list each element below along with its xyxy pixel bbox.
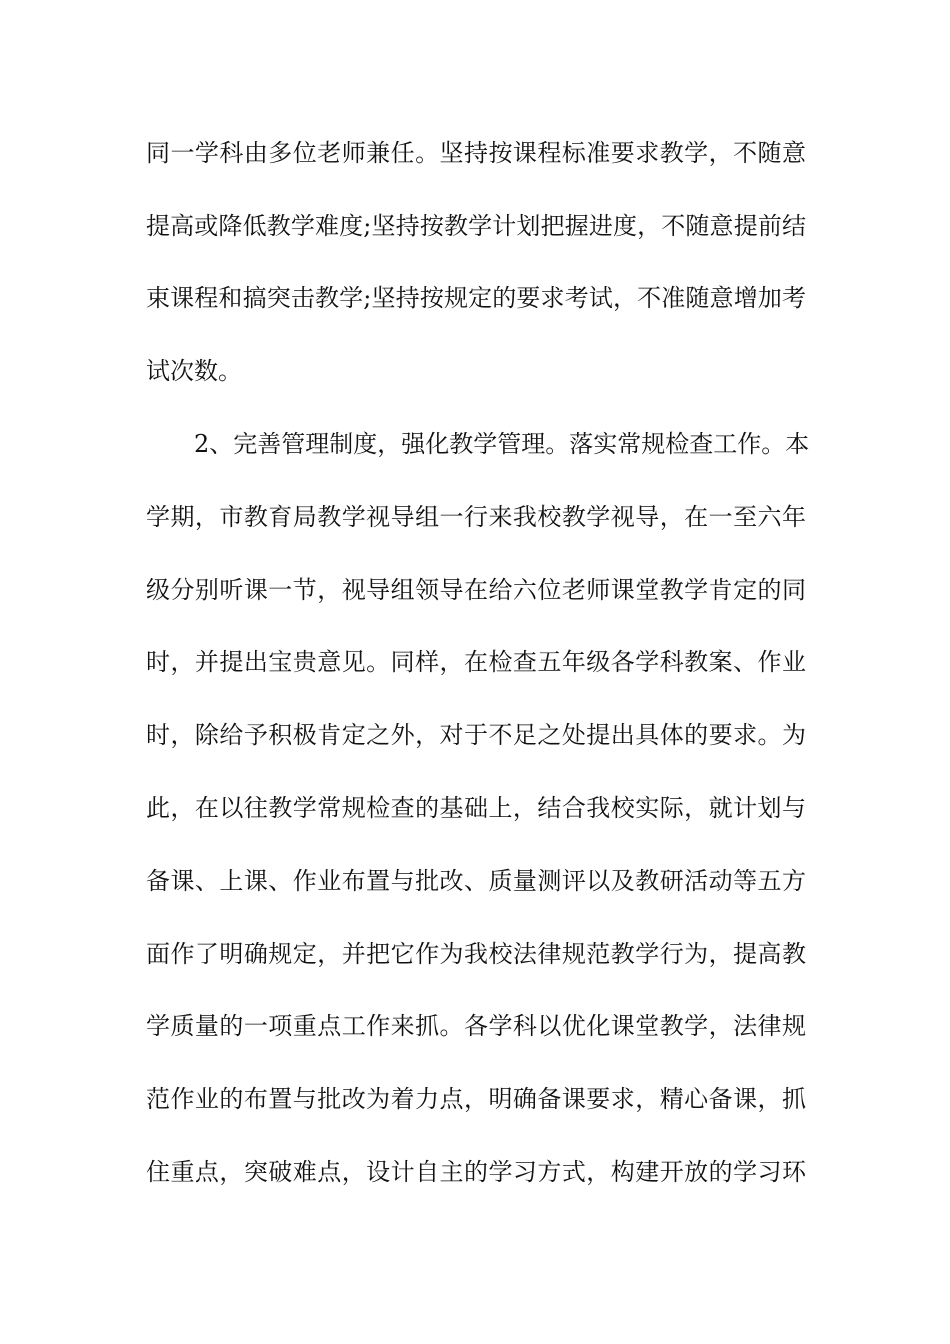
- text-line: 级分别听课一节，视导组领导在给六位老师课堂教学肯定的同: [146, 576, 806, 604]
- text-line: 试次数。: [146, 357, 242, 385]
- text-line: 学质量的一项重点工作来抓。各学科以优化课堂教学，法律规: [146, 1012, 806, 1040]
- text-line: 提高或降低教学难度;坚持按教学计划把握进度，不随意提前结: [146, 212, 806, 240]
- text-line: 住重点，突破难点，设计自主的学习方式，构建开放的学习环: [146, 1158, 806, 1186]
- text-line: 同一学科由多位老师兼任。坚持按课程标准要求教学，不随意: [146, 139, 806, 167]
- text-line: 学期，市教育局教学视导组一行来我校教学视导，在一至六年: [146, 503, 806, 531]
- text-line: 备课、上课、作业布置与批改、质量测评以及教研活动等五方: [146, 867, 806, 895]
- text-line: 此，在以往教学常规检查的基础上，结合我校实际，就计划与: [146, 794, 806, 822]
- text-line: 时，并提出宝贵意见。同样，在检查五年级各学科教案、作业: [146, 648, 806, 676]
- text-line: 面作了明确规定，并把它作为我校法律规范教学行为，提高教: [146, 940, 806, 968]
- text-line: 时，除给予积极肯定之外，对于不足之处提出具体的要求。为: [146, 721, 806, 749]
- text-line: 束课程和搞突击教学;坚持按规定的要求考试，不准随意增加考: [146, 284, 806, 312]
- text-line: 范作业的布置与批改为着力点，明确备课要求，精心备课，抓: [146, 1085, 806, 1113]
- paragraph-start-line: 2、完善管理制度，强化教学管理。落实常规检查工作。本: [146, 430, 810, 458]
